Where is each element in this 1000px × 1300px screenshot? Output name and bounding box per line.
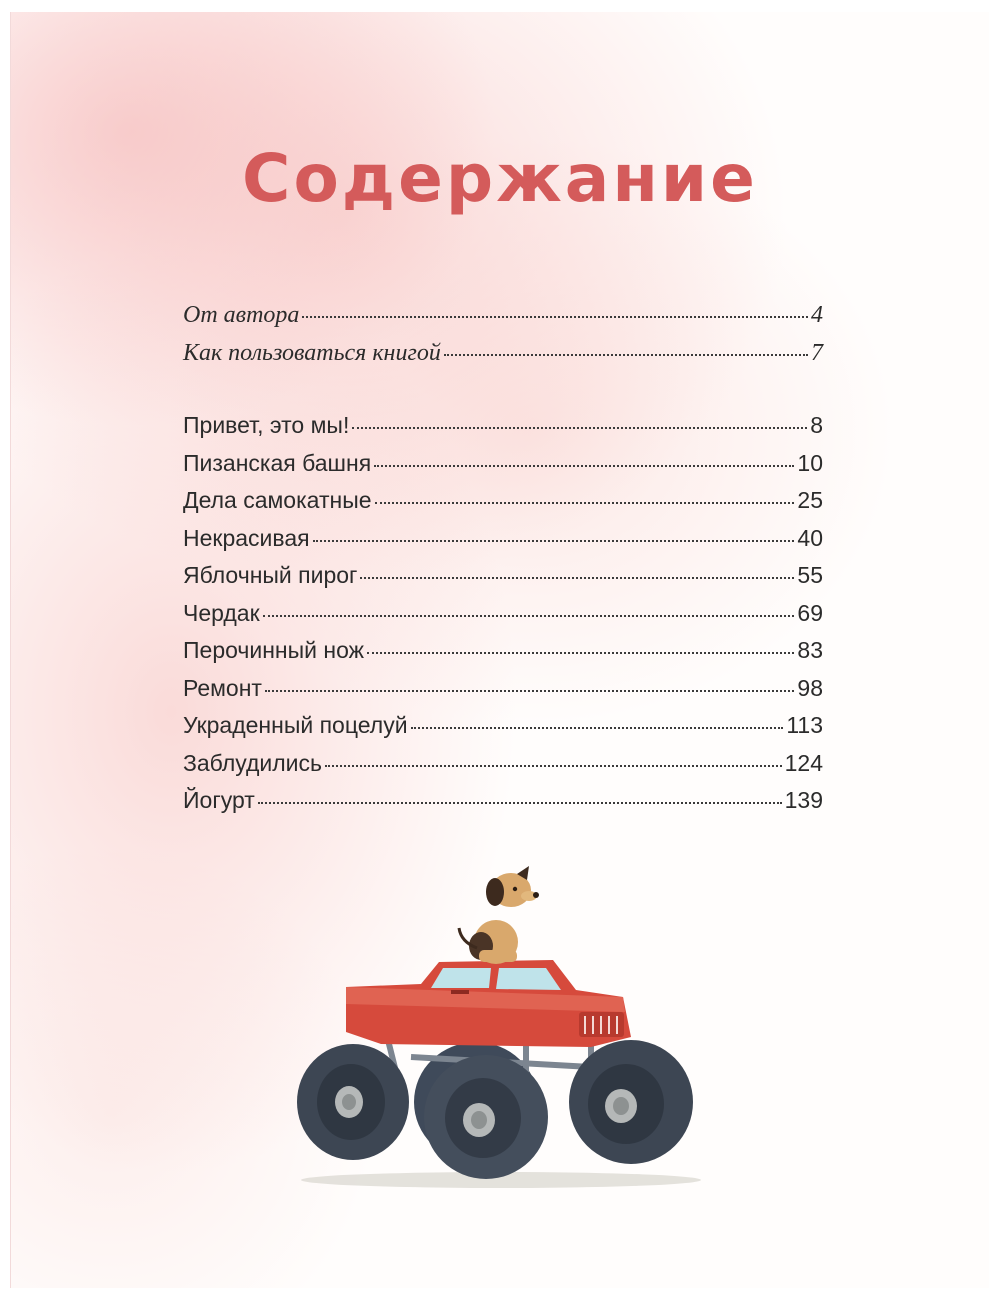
toc-entry-page: 83 [797, 637, 823, 663]
dot-leader [325, 764, 782, 767]
toc-entry-label: Как пользоваться книгой [183, 339, 441, 366]
dot-leader [258, 801, 782, 804]
toc-entry-label: Дела самокатные [183, 487, 372, 513]
toc-chapters [183, 412, 823, 825]
dot-leader [374, 464, 794, 467]
toc-front-matter [183, 302, 823, 377]
page-title: Содержание [242, 140, 758, 217]
toc-entry[interactable] [183, 340, 823, 378]
toc-entry[interactable] [183, 675, 823, 713]
toc-entry-label: Пизанская башня [183, 449, 372, 476]
monster-truck-body [346, 960, 631, 1047]
toc-entry-label: Перочинный нож [183, 637, 365, 663]
toc-entry-page: 7 [811, 339, 823, 366]
dot-leader [411, 726, 784, 729]
toc-entry-page: 10 [797, 449, 823, 476]
toc-entry-label: Привет, это мы! [183, 412, 350, 438]
toc-entry-page: 55 [797, 562, 823, 588]
toc-entry-label: Некрасивая [183, 524, 310, 551]
toc-entry-label: Йогурт [183, 787, 255, 813]
dot-leader [352, 426, 807, 429]
dot-leader [367, 651, 794, 654]
dot-leader [313, 539, 795, 542]
toc-entry-label: От автора [183, 302, 300, 328]
dot-leader [302, 315, 808, 318]
toc-entry[interactable] [183, 412, 823, 450]
toc-entry-page: 25 [797, 487, 823, 513]
toc-entry-label: Ремонт [183, 674, 262, 701]
dot-leader [360, 576, 794, 579]
dot-leader [265, 689, 794, 692]
dog-on-monster-truck-illustration [291, 862, 711, 1192]
toc-entry-page: 124 [784, 749, 823, 776]
toc-entry-label: Чердак [183, 599, 260, 626]
toc-entry[interactable] [183, 787, 823, 825]
toc-entry[interactable] [183, 600, 823, 638]
toc-entry-label: Заблудились [183, 749, 322, 776]
toc-entry[interactable] [183, 302, 823, 340]
toc-entry-page: 139 [784, 787, 823, 813]
toc-entry-page: 8 [810, 412, 823, 438]
toc-entry-label: Украденный поцелуй [183, 712, 408, 738]
toc-entry[interactable] [183, 712, 823, 750]
toc-entry[interactable] [183, 525, 823, 563]
toc-entry-page: 4 [811, 302, 823, 328]
dog-icon [459, 866, 539, 964]
toc-entry-label: Яблочный пирог [183, 562, 358, 588]
front-right-wheel-icon [569, 1040, 693, 1164]
book-page [10, 12, 989, 1288]
dot-leader [444, 353, 808, 356]
toc-entry[interactable] [183, 487, 823, 525]
toc-entry-page: 113 [786, 712, 823, 738]
dot-leader [263, 614, 795, 617]
toc-entry-page: 98 [797, 674, 823, 701]
front-center-wheel-icon [424, 1055, 548, 1179]
toc-entry-page: 40 [797, 524, 823, 551]
toc-entry[interactable] [183, 637, 823, 675]
front-left-wheel-icon [297, 1044, 409, 1160]
dot-leader [375, 501, 795, 504]
toc-entry-page: 69 [797, 599, 823, 626]
toc-entry[interactable] [183, 750, 823, 788]
toc-entry[interactable] [183, 562, 823, 600]
toc-entry[interactable] [183, 450, 823, 488]
